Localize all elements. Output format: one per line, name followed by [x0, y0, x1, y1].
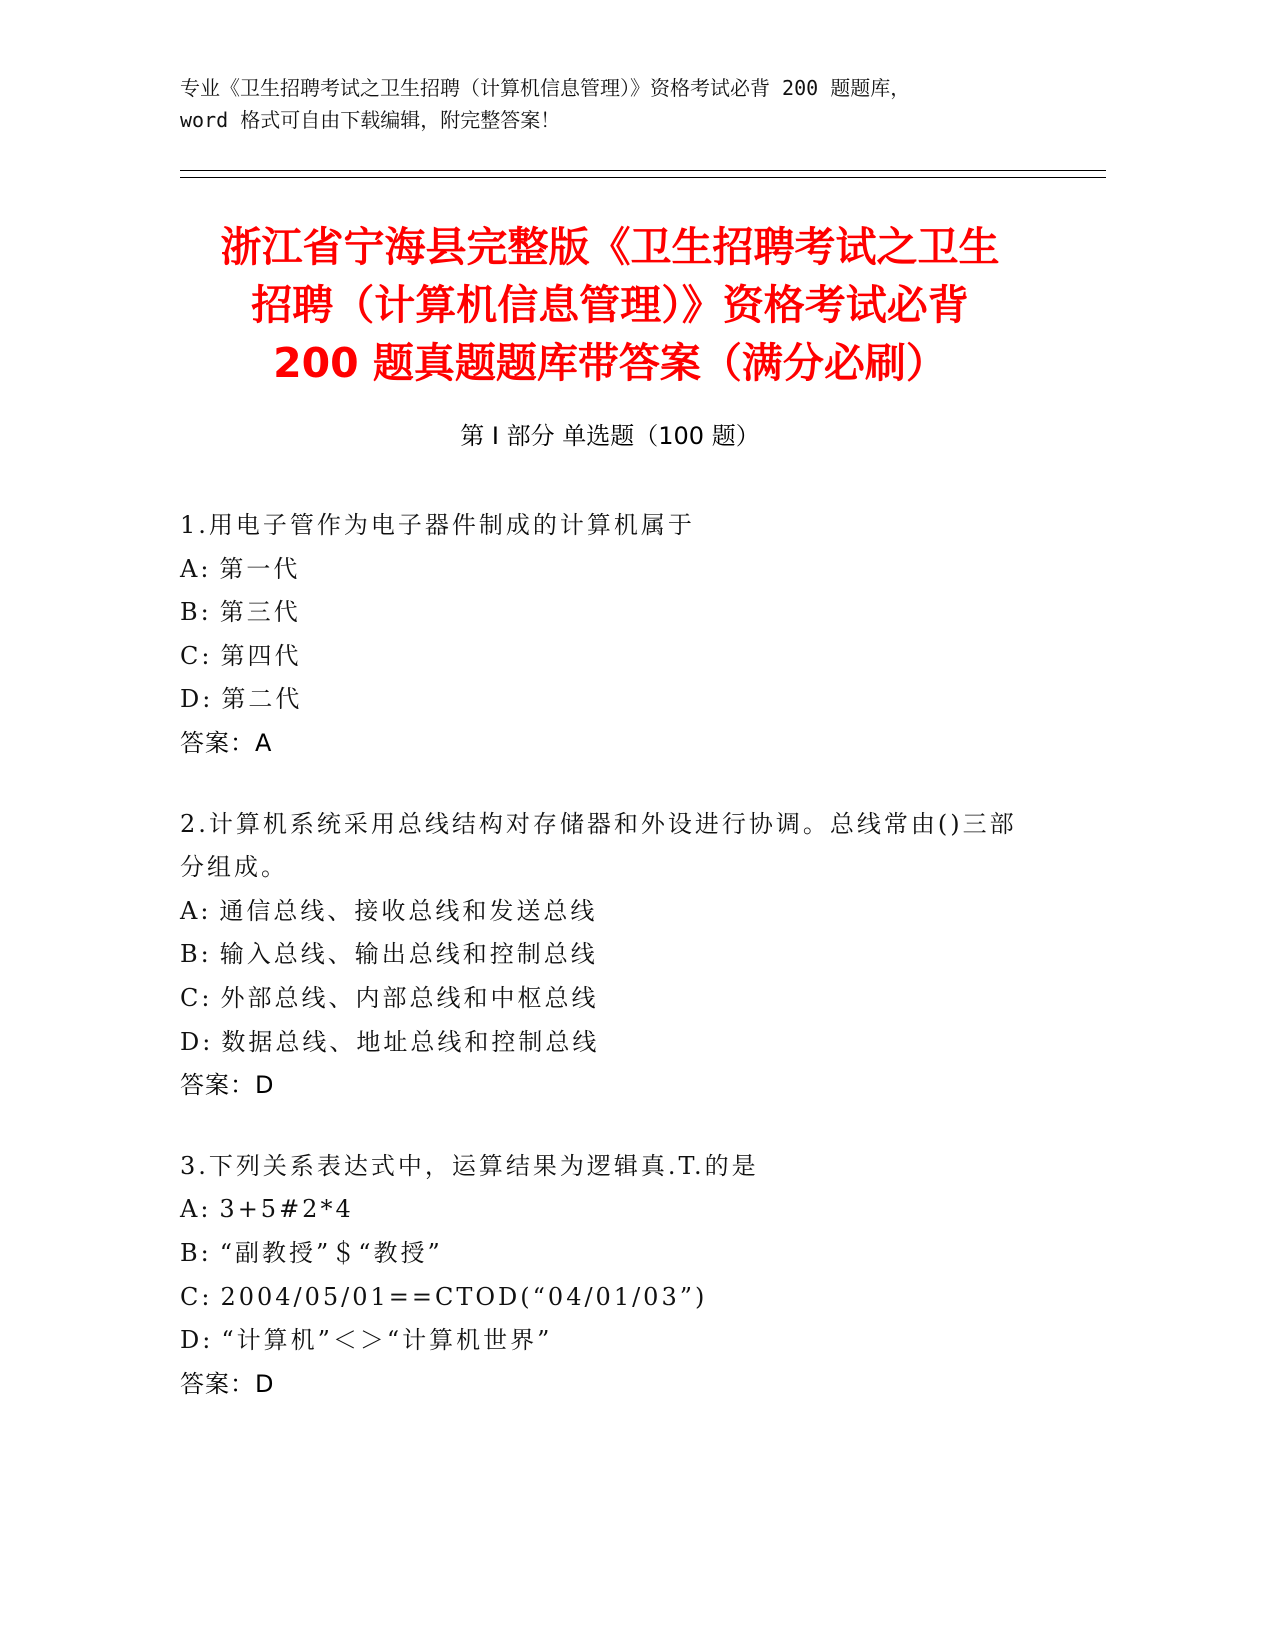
header-line-1: 专业《卫生招聘考试之卫生招聘（计算机信息管理）》资格考试必背 200 题题库， — [180, 76, 911, 100]
option-d — [180, 1319, 1100, 1363]
option-text: “计算机”＜＞“计算机世界” — [221, 1326, 553, 1355]
option-c — [180, 977, 1100, 1021]
title-line-1: 浙江省宁海县完整版《卫生招聘考试之卫生 — [220, 223, 1000, 271]
option-label: C: — [180, 641, 213, 670]
option-text: 通信总线、接收总线和发送总线 — [219, 896, 598, 925]
title-line-2: 招聘（计算机信息管理）》资格考试必背 — [251, 281, 969, 329]
option-text: “副教授”＄“教授” — [219, 1238, 443, 1267]
option-b — [180, 933, 1100, 977]
option-c — [180, 1276, 1100, 1320]
header-line-2: word 格式可自由下载编辑，附完整答案！ — [180, 108, 561, 132]
question-stem: 3.下列关系表达式中，运算结果为逻辑真.T.的是 — [180, 1151, 759, 1180]
option-label: D: — [180, 1326, 214, 1355]
question-3 — [180, 1145, 1100, 1407]
option-label: B: — [180, 1238, 212, 1267]
option-text: 第一代 — [219, 554, 301, 583]
question-list — [180, 504, 1100, 1443]
option-label: A: — [180, 1195, 212, 1224]
question-stem: 1.用电子管作为电子器件制成的计算机属于 — [180, 511, 695, 539]
option-text: 第二代 — [221, 685, 303, 714]
header-divider-bottom — [180, 177, 1106, 178]
option-label: D: — [180, 1027, 214, 1056]
option-text: 3+5#2*4 — [219, 1195, 354, 1224]
option-label: A: — [180, 896, 212, 925]
option-label: D: — [180, 685, 214, 714]
option-label: C: — [180, 1282, 213, 1311]
option-label: A: — [180, 554, 212, 583]
option-b — [180, 1232, 1100, 1276]
answer-line: 答案：D — [180, 1369, 275, 1398]
answer-line: 答案：A — [180, 728, 273, 757]
option-text: 数据总线、地址总线和控制总线 — [221, 1027, 600, 1056]
answer-line: 答案：D — [180, 1071, 275, 1100]
option-a — [180, 1188, 1100, 1232]
option-d — [180, 678, 1100, 722]
option-text: 外部总线、内部总线和中枢总线 — [220, 983, 599, 1012]
question-2 — [180, 803, 1100, 1108]
option-a — [180, 890, 1100, 934]
option-label: B: — [180, 598, 212, 627]
document-title — [140, 218, 1080, 392]
option-label: C: — [180, 983, 213, 1012]
section-heading: 第 I 部分 单选题（100 题） — [460, 422, 760, 450]
option-text: 2004/05/01==CTOD(“04/01/03”) — [220, 1282, 708, 1311]
title-line-3: 200 题真题题库带答案（满分必刷） — [273, 339, 947, 387]
option-text: 输入总线、输出总线和控制总线 — [219, 940, 598, 969]
option-b — [180, 591, 1100, 635]
option-c — [180, 635, 1100, 679]
option-a — [180, 548, 1100, 592]
option-d — [180, 1021, 1100, 1065]
option-text: 第四代 — [220, 641, 302, 670]
question-stem: 2.计算机系统采用总线结构对存储器和外设进行协调。总线常由()三部分组成。 — [180, 809, 1017, 882]
question-1 — [180, 504, 1100, 766]
option-text: 第三代 — [219, 598, 301, 627]
header-divider-top — [180, 170, 1106, 171]
option-label: B: — [180, 940, 212, 969]
document-header — [180, 72, 1100, 136]
